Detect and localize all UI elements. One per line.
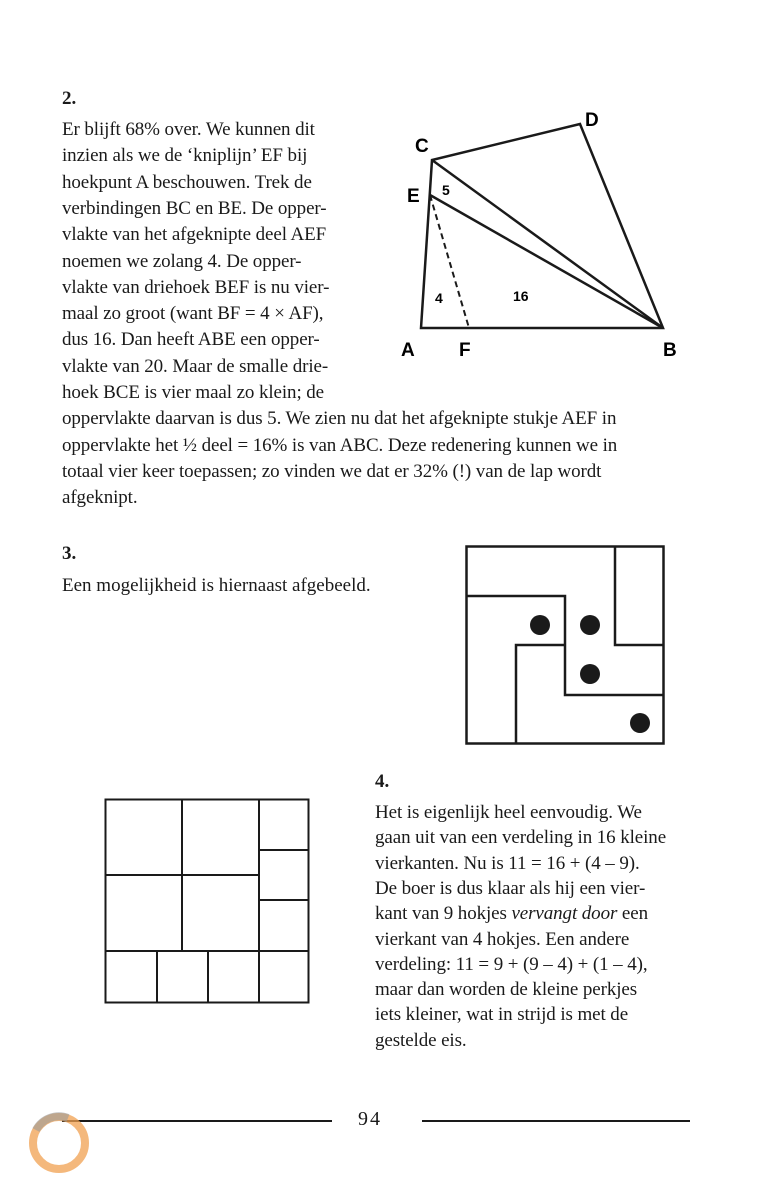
footer-rule-right <box>422 1120 690 1122</box>
text-line <box>375 851 640 877</box>
text-line <box>375 825 666 851</box>
tiling-figure <box>465 545 667 747</box>
area-label-16: 16 <box>513 288 529 304</box>
text-line: hoek BCE is vier maal zo klein; de <box>62 382 325 403</box>
text-segment: maar dan worden de kleine perkjes <box>375 979 638 1001</box>
problem-4-text <box>375 800 720 1060</box>
text-segment: een <box>617 903 648 925</box>
label-b: B <box>663 340 677 361</box>
text-line <box>375 876 645 902</box>
text-line: maal zo groot (want BF = 4 × AF), <box>62 303 324 325</box>
label-e: E <box>407 186 420 207</box>
text-line <box>375 1028 467 1054</box>
text-segment: vierkanten. Nu is 11 = 16 + (4 – 9). <box>375 852 640 874</box>
problem-3-text: Een mogelijkheid is hiernaast afgebeeld. <box>62 575 371 596</box>
problem-4-number: 4. <box>375 771 390 792</box>
text-segment: kant van 9 hokjes <box>375 903 512 925</box>
text-segment: vierkant van 4 hokjes. Een andere <box>375 928 630 950</box>
footer-rule-left <box>62 1120 332 1122</box>
segment-eb <box>430 195 663 328</box>
text-segment: De boer is dus klaar als hij een vier- <box>375 877 646 899</box>
region-line-2 <box>615 547 664 645</box>
label-f: F <box>459 340 471 361</box>
area-label-5: 5 <box>442 182 450 198</box>
text-line: vlakte van driehoek BEF is nu vier- <box>62 276 330 298</box>
italic-text: vervangt door <box>511 903 618 925</box>
text-line <box>375 800 642 826</box>
text-line <box>375 901 648 927</box>
text-segment: verdeling: 11 = 9 + (9 – 4) + (1 – 4), <box>375 953 648 975</box>
text-line: Er blijft 68% over. We kunnen dit <box>62 119 315 140</box>
label-d: D <box>585 110 599 131</box>
text-line: dus 16. Dan heeft ABE een opper- <box>62 329 320 351</box>
text-line: oppervlakte het ½ deel = 16% is van ABC. Deze redenering kunnen we in <box>62 434 618 456</box>
text-line <box>375 927 629 953</box>
text-line: hoekpunt A beschouwen. Trek de <box>62 171 312 193</box>
watermark-logo <box>28 1112 90 1174</box>
label-c: C <box>415 136 429 157</box>
text-line: noemen we zolang 4. De opper- <box>62 250 302 272</box>
text-line: vlakte van 20. Maar de smalle drie- <box>62 355 329 377</box>
quadrilateral-abdc <box>421 124 663 328</box>
text-line: vlakte van het afgeknipte deel AEF <box>62 224 327 246</box>
label-a: A <box>401 340 415 361</box>
grid-figure <box>104 798 312 1006</box>
problem-2-number: 2. <box>62 88 77 109</box>
text-line <box>375 952 647 978</box>
text-line: totaal vier keer toepassen; zo vinden we dat er 32% (!) van de lap wordt <box>62 460 602 482</box>
page-number: 94 <box>358 1108 382 1130</box>
text-segment: Het is eigenlijk heel eenvoudig. We <box>375 802 642 823</box>
area-label-4: 4 <box>435 290 443 306</box>
dot <box>580 664 600 684</box>
text-line: afgeknipt. <box>62 487 138 509</box>
triangle-figure <box>395 100 695 365</box>
text-line: verbindingen BC en BE. De opper- <box>62 197 327 219</box>
dot <box>530 615 550 635</box>
dot <box>580 615 600 635</box>
text-line: oppervlakte daarvan is dus 5. We zien nu dat het afgeknipte stukje AEF in <box>62 408 617 430</box>
text-segment: iets kleiner, wat in strijd is met de <box>375 1004 629 1026</box>
region-line-3 <box>516 645 565 744</box>
text-line <box>375 1002 628 1028</box>
text-line <box>375 977 637 1003</box>
text-segment: gaan uit van een verdeling in 16 kleine <box>375 827 667 849</box>
text-line: inzien als we de ‘kniplijn’ EF bij <box>62 145 308 167</box>
text-segment: gestelde eis. <box>375 1029 467 1051</box>
dot <box>630 713 650 733</box>
problem-3-number: 3. <box>62 543 77 564</box>
